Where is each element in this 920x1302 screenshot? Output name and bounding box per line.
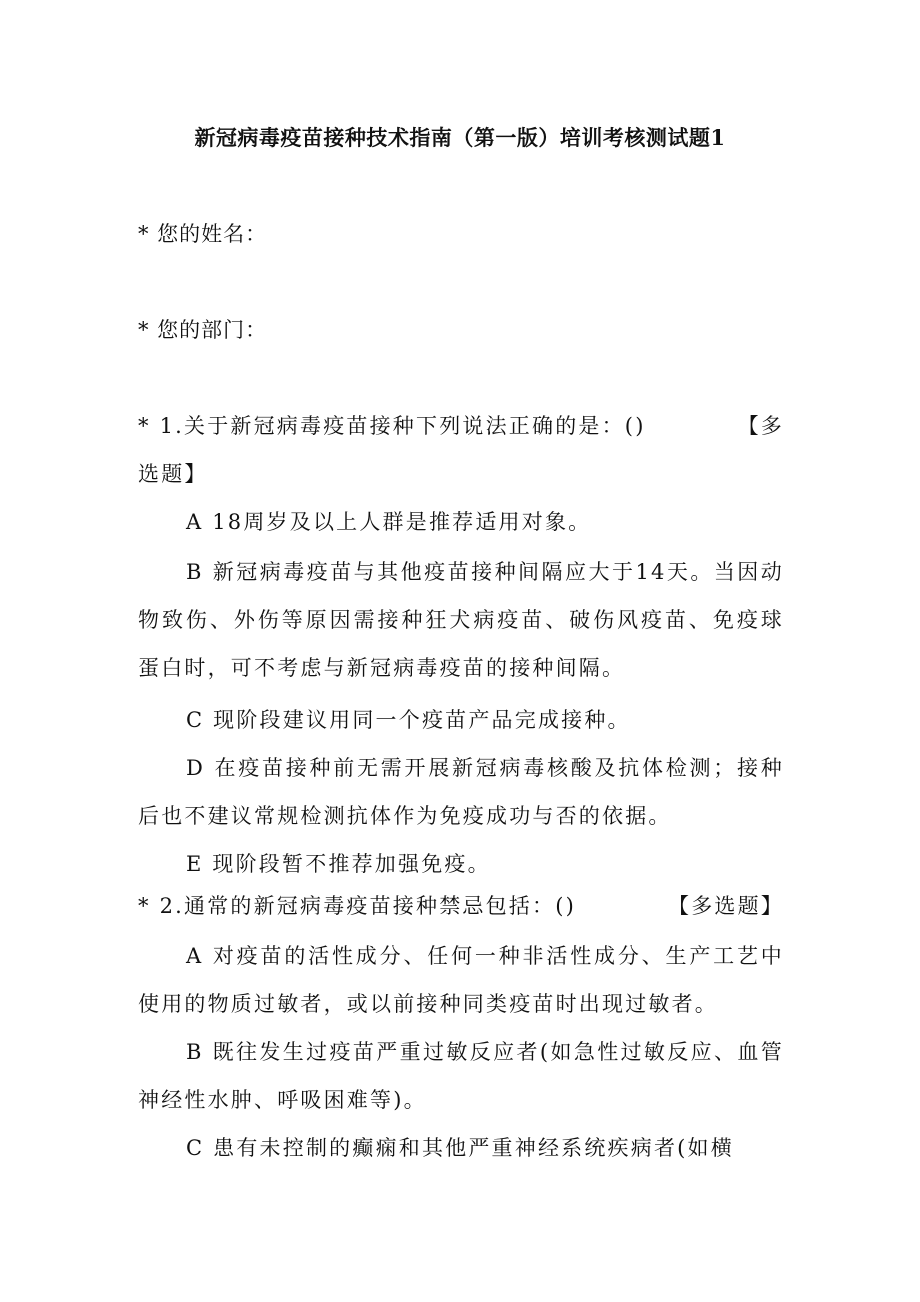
question-2-option-a: A 对疫苗的活性成分、任何一种非活性成分、生产工艺中使用的物质过敏者，或以前接种同类疫苗时出现过敏者。 [138, 944, 784, 1016]
document-title: 新冠病毒疫苗接种技术指南（第一版）培训考核测试题1 [194, 125, 726, 150]
question-1-option-a: A 18周岁及以上人群是推荐适用对象。 [186, 510, 592, 534]
question-1-option-d: D 在疫苗接种前无需开展新冠病毒核酸及抗体检测；接种后也不建议常规检测抗体作为免疫成功与否的依据。 [138, 756, 784, 828]
question-1-option-c: C 现阶段建议用同一个疫苗产品完成接种。 [186, 708, 631, 732]
question-1-type-tag-cont: 选题】 [138, 462, 208, 486]
question-1-option-e: E 现阶段暂不推荐加强免疫。 [186, 852, 491, 876]
question-2-prompt [138, 882, 784, 930]
question-2-text: * 2.通常的新冠病毒疫苗接种禁忌包括：() [138, 894, 576, 918]
question-1-text: * 1.关于新冠病毒疫苗接种下列说法正确的是：() [138, 414, 646, 438]
question-2-type-tag: 【多选题】 [668, 894, 784, 918]
question-1-option-b: B 新冠病毒疫苗与其他疫苗接种间隔应大于14天。当因动物致伤、外伤等原因需接种狂犬病疫苗、破伤风疫苗、免疫球蛋白时，可不考虑与新冠病毒疫苗的接种间隔。 [138, 560, 784, 680]
question-2-option-b: B 既往发生过疫苗严重过敏反应者(如急性过敏反应、血管神经性水肿、呼吸困难等)。 [138, 1040, 784, 1112]
question-2-option-c: C 患有未控制的癫痫和其他严重神经系统疾病者(如横 [186, 1136, 734, 1160]
name-field-label: * 您的姓名： [138, 222, 268, 246]
question-1-prompt [138, 402, 784, 450]
question-1-type-tag: 【多 [737, 414, 784, 438]
department-field-label: * 您的部门： [138, 318, 268, 342]
